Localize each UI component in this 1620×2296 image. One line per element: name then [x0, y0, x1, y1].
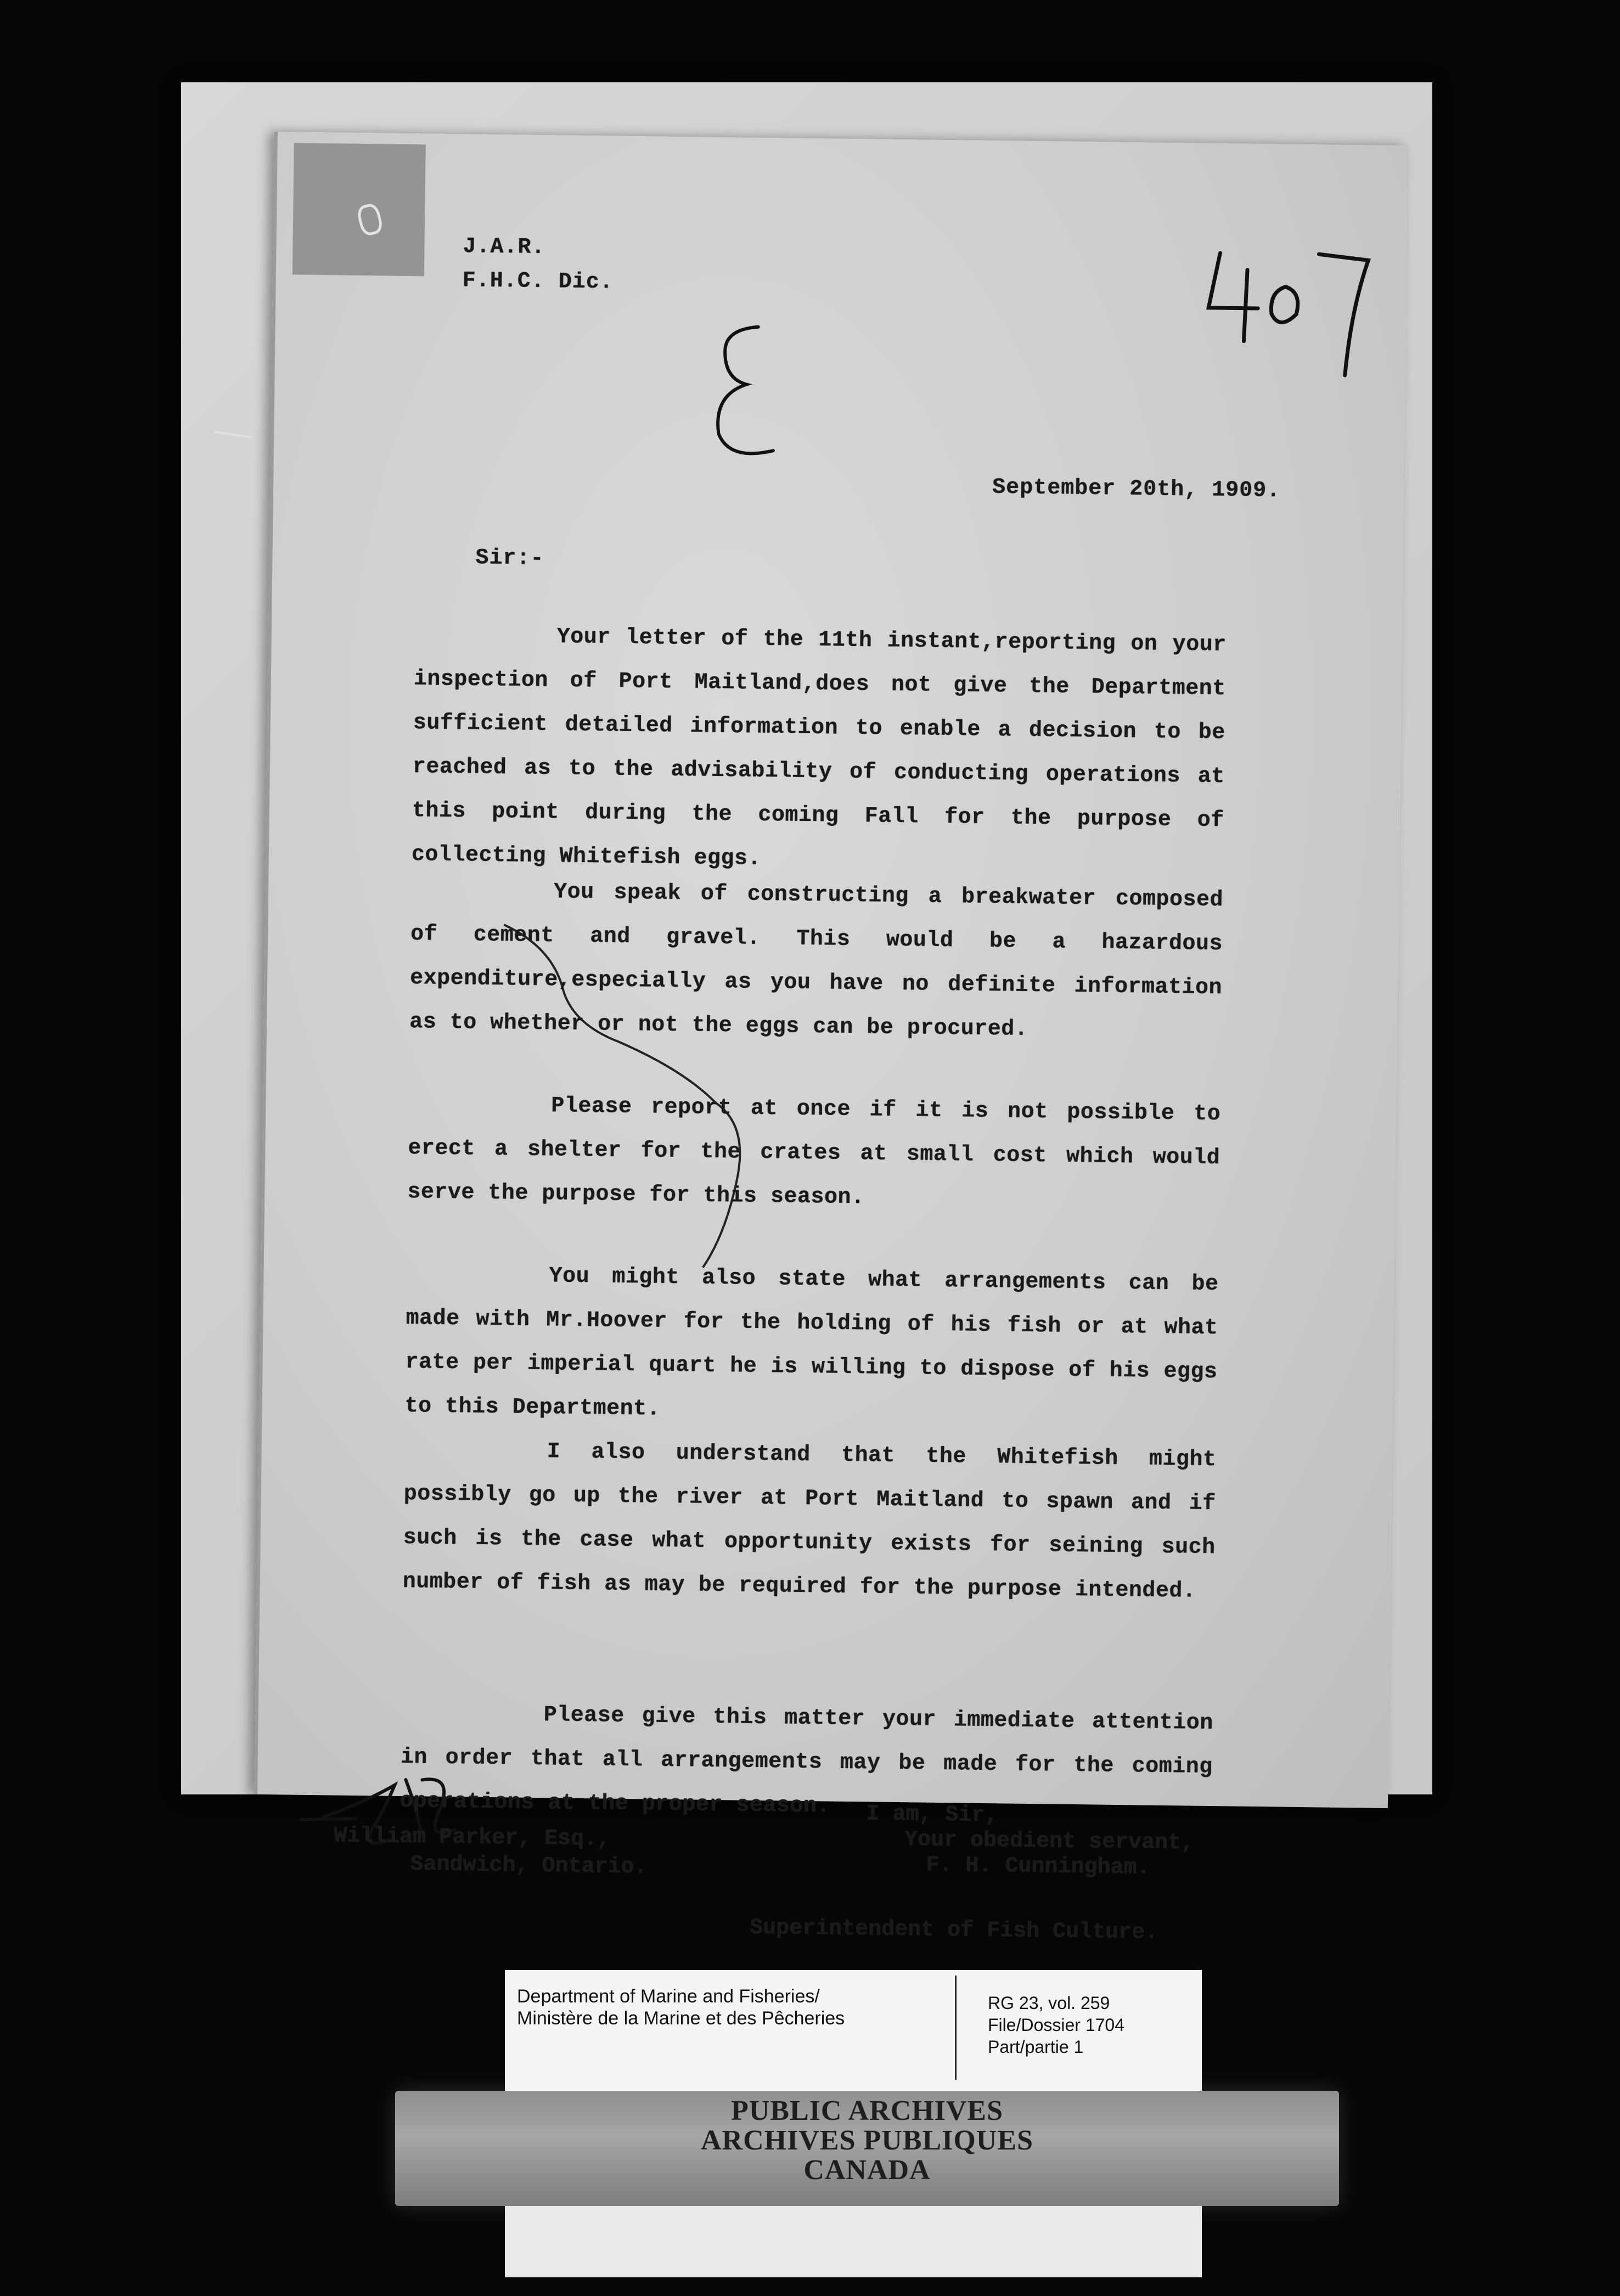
recipient-location: Sandwich, Ontario. — [410, 1852, 648, 1880]
part-number: Part/partie 1 — [988, 2037, 1084, 2057]
archives-line-2: ARCHIVES PUBLIQUES — [700, 2125, 1034, 2156]
archives-stamp-text — [395, 2096, 1339, 2185]
initials-line-2: F.H.C. Dic. — [462, 268, 614, 295]
dictation-initials — [462, 230, 614, 300]
archive-reference — [988, 1992, 1124, 2058]
letter-date: September 20th, 1909. — [992, 475, 1281, 504]
recipient-name: William Parker, Esq., — [333, 1824, 611, 1852]
initials-line-1: J.A.R. — [463, 234, 545, 261]
signatory-name: F. H. Cunningham. — [926, 1853, 1150, 1881]
archives-bottom-card — [505, 2206, 1202, 2277]
file-number: File/Dossier 1704 — [988, 2015, 1124, 2035]
body-paragraph-4: You might also state what arrangements can be made with Mr.Hoover for the holding of his fish or at what rate per imperial quart he is willing to dispose of his eggs to this Department. — [404, 1264, 1219, 1422]
closing-block — [849, 1802, 1195, 1882]
closing-line-1: I am, Sir, — [866, 1802, 998, 1828]
archives-line-3: CANADA — [803, 2154, 931, 2186]
archive-reference-label — [505, 1970, 1202, 2091]
salutation: Sir:- — [475, 545, 544, 572]
department-name-en: Department of Marine and Fisheries/ — [517, 1986, 820, 2007]
public-archives-strip — [395, 2091, 1339, 2206]
label-divider — [955, 1976, 957, 2080]
archives-line-1: PUBLIC ARCHIVES — [730, 2095, 1004, 2126]
department-name — [517, 1985, 845, 2029]
signatory-title: Superintendent of Fish Culture. — [749, 1915, 1158, 1945]
body-paragraph-2: You speak of constructing a breakwater composed of cement and gravel. This would be a hazardous expenditure,especially as you have no definite information as to whether or not the eggs can be procured. — [409, 880, 1224, 1042]
paper-clip-icon — [356, 202, 385, 237]
body-paragraph-1: Your letter of the 11th instant,reporting on your inspection of Port Maitland,does not give the Department sufficient detailed information to enable a decision to be reached as to the advisability of conducting operations at this point during the coming Fall for the purpose of collecting Whitefish eggs. — [411, 624, 1227, 871]
body-paragraph-5: I also understand that the Whitefish might possibly go up the river at Port Maitland to spawn and if such is the case what opportunity exists for seining such number of fish as may be required for the purpose intended. — [402, 1439, 1217, 1604]
recipient-address — [333, 1823, 648, 1882]
record-group: RG 23, vol. 259 — [988, 1993, 1110, 2013]
corner-stamp — [292, 143, 426, 276]
folio-number-handwritten — [1208, 253, 1369, 376]
body-paragraph-3: Please report at once if it is not possible to erect a shelter for the crates at small cost which would serve the purpose for this season. — [407, 1094, 1221, 1211]
file-mark-handwritten — [717, 327, 774, 454]
body-paragraph-6: Please give this matter your immediate attention in order that all arrangements may be made for the coming operations at the proper season. — [400, 1703, 1213, 1819]
closing-line-2: Your obedient servant, — [904, 1827, 1195, 1856]
letter-page — [254, 132, 1408, 1945]
department-name-fr: Ministère de la Marine et des Pêcheries — [517, 2008, 845, 2029]
